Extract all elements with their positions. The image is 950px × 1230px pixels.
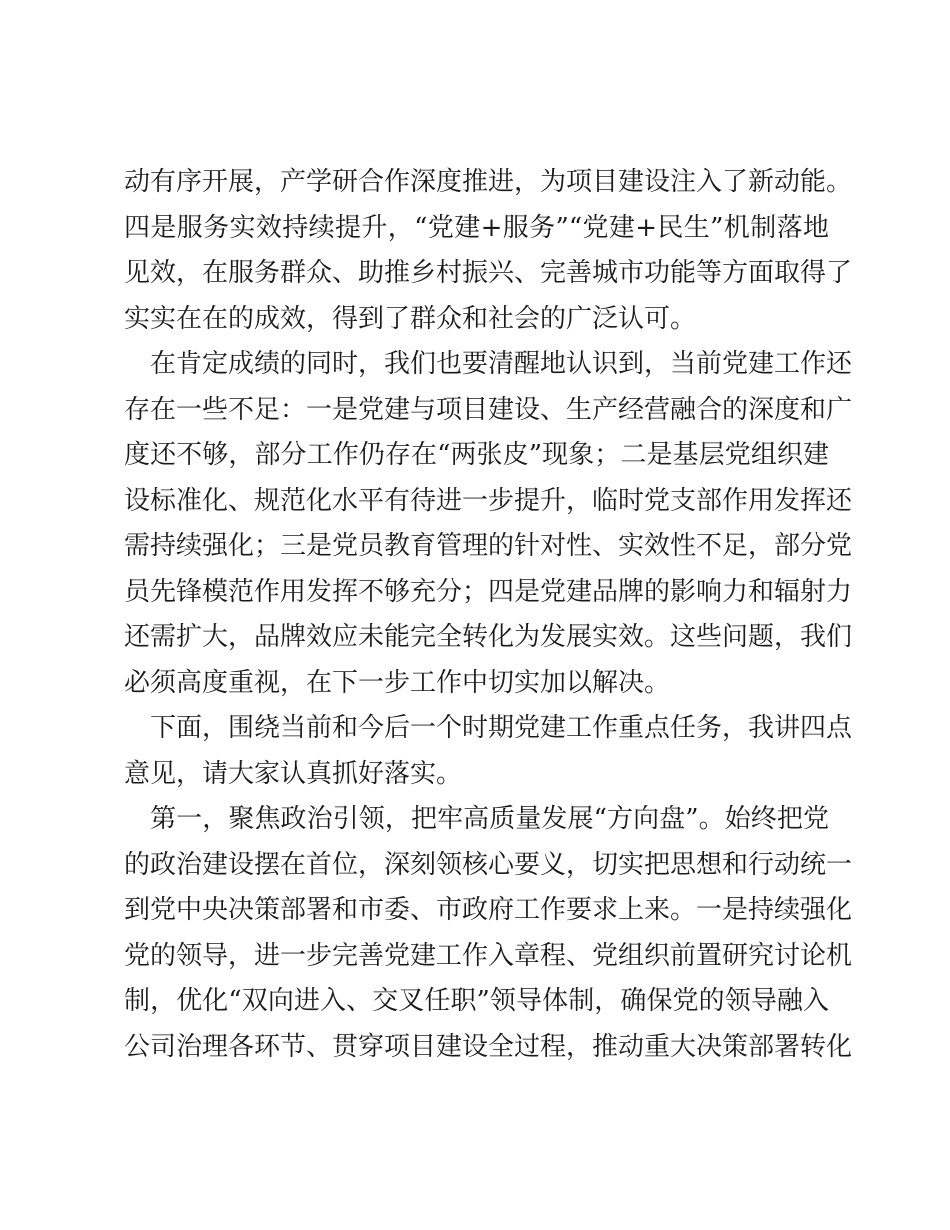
text-line: 员先锋模范作用发挥不够充分；四是党建品牌的影响力和辐射力	[124, 576, 853, 607]
document-body	[124, 160, 853, 1070]
text-line: 党的领导，进一步完善党建工作入章程、党组织前置研究讨论机	[124, 940, 853, 971]
text-line: 制，优化“双向进入、交叉任职”领导体制，确保党的领导融入	[124, 986, 829, 1016]
text-line: 的政治建设摆在首位，深刻领核心要义，切实把思想和行动统一	[124, 849, 853, 880]
text-line: 度还不够，部分工作仍存在“两张皮”现象；二是基层党组织建	[124, 440, 829, 470]
text-line: 动有序开展，产学研合作深度推进，为项目建设注入了新动能。	[124, 167, 853, 197]
text-line: 需持续强化；三是党员教育管理的针对性、实效性不足，部分党	[124, 531, 853, 561]
text-line: 第一，聚焦政治引领，把牢高质量发展“方向盘”。始终把党	[124, 804, 829, 834]
text-line: 实实在在的成效，得到了群众和社会的广泛认可。	[124, 303, 697, 334]
text-line: 见效，在服务群众、助推乡村振兴、完善城市功能等方面取得了	[124, 258, 853, 288]
text-line: 设标准化、规范化水平有待进一步提升，临时党支部作用发挥还	[124, 485, 853, 516]
text-line: 在肯定成绩的同时，我们也要清醒地认识到，当前党建工作还	[124, 349, 853, 379]
text-line: 四是服务实效持续提升，“党建+服务”“党建+民生”机制落地	[124, 212, 829, 243]
text-line: 存在一些不足：一是党建与项目建设、生产经营融合的深度和广	[124, 394, 853, 425]
text-line: 到党中央决策部署和市委、市政府工作要求上来。一是持续强化	[124, 895, 853, 925]
text-line: 必须高度重视，在下一步工作中切实加以解决。	[124, 667, 671, 698]
text-line: 公司治理各环节、贯穿项目建设全过程，推动重大决策部署转化	[124, 1031, 853, 1062]
text-line: 下面，围绕当前和今后一个时期党建工作重点任务，我讲四点	[124, 713, 853, 743]
text-line: 意见，请大家认真抓好落实。	[124, 758, 463, 789]
text-line: 还需扩大，品牌效应未能完全转化为发展实效。这些问题，我们	[124, 622, 853, 652]
